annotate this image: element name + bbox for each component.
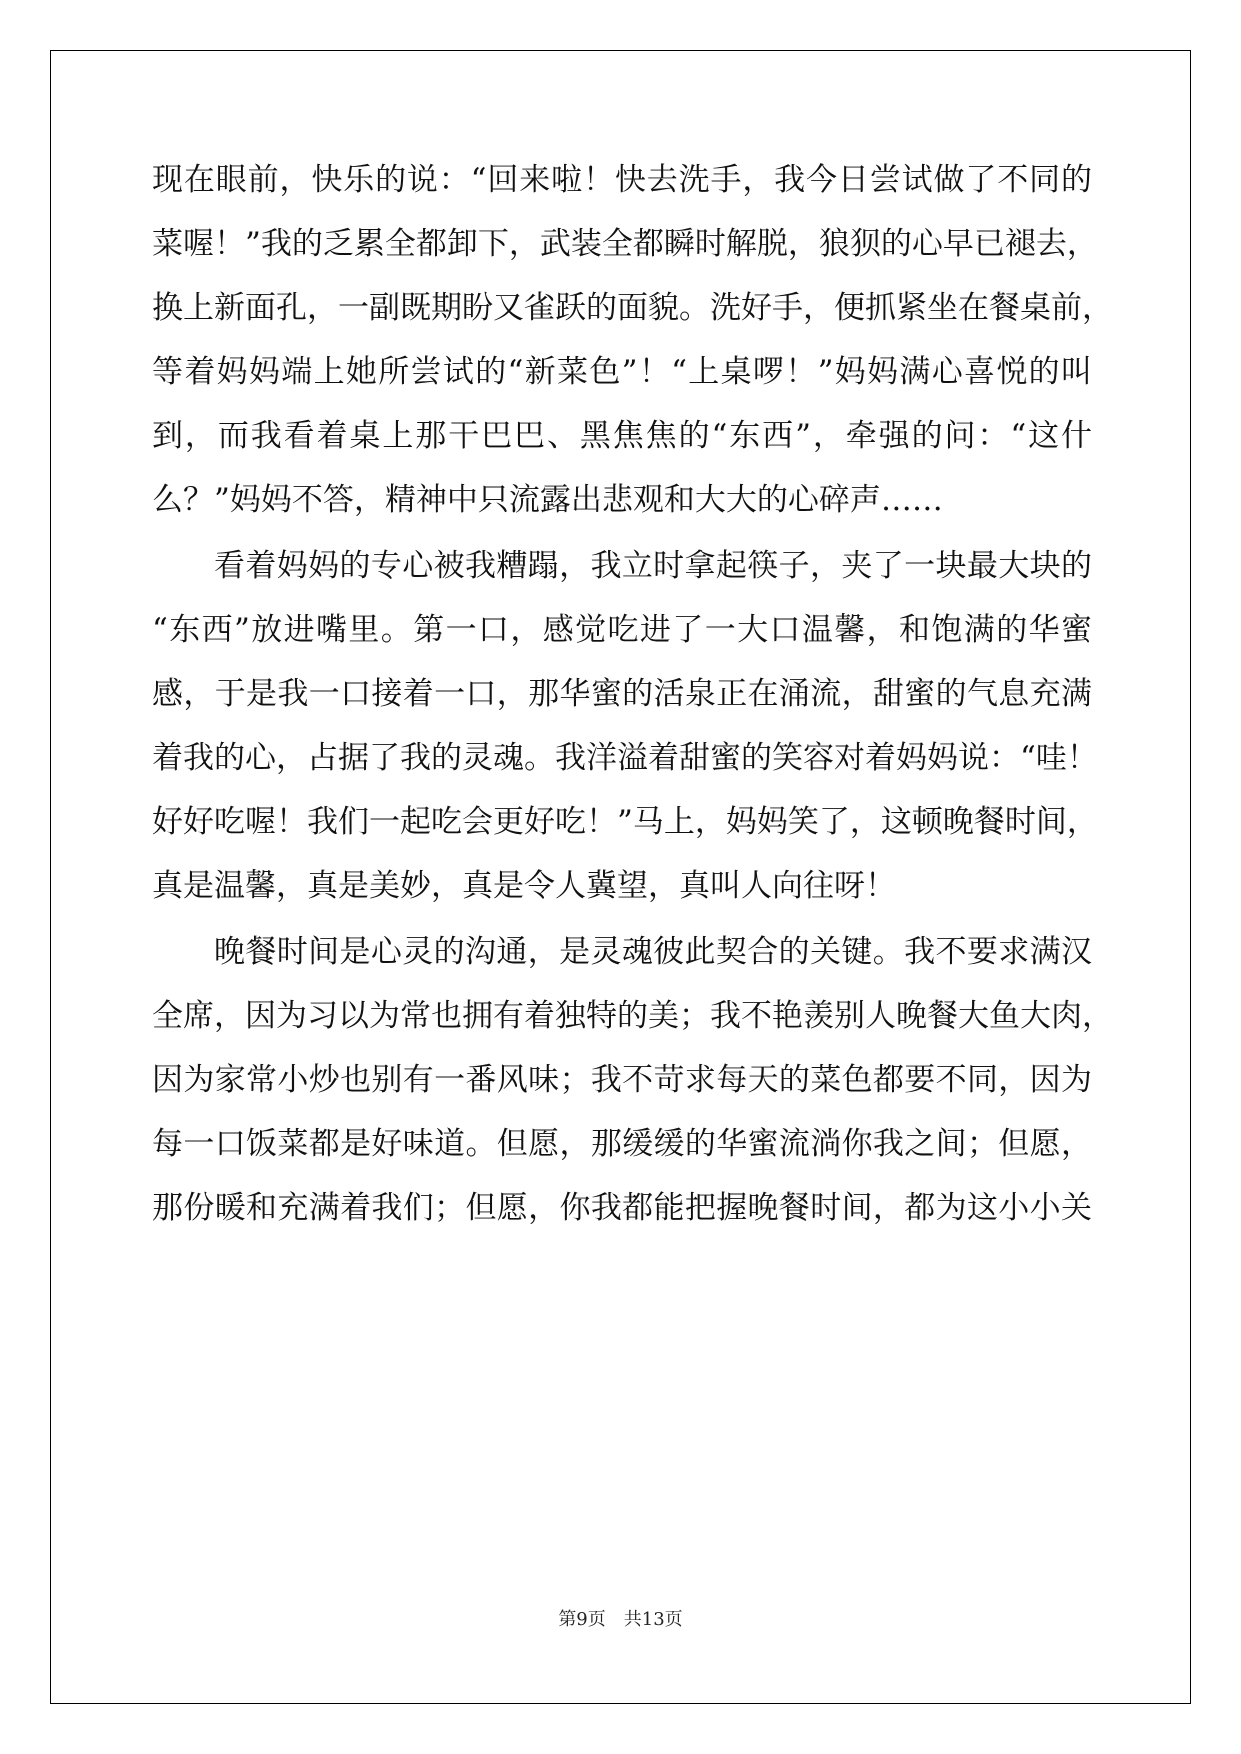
- text-line: 菜喔！”我的乏累全都卸下，武装全都瞬时解脱，狼狈的心早已褪去，: [152, 226, 1098, 262]
- text-line: 着我的心，占据了我的灵魂。我洋溢着甜蜜的笑容对着妈妈说：“哇！: [152, 740, 1098, 776]
- text-line: 等着妈妈端上她所尝试的“新菜色”！“上桌啰！”妈妈满心喜悦的叫: [152, 354, 1092, 390]
- text-line: 换上新面孔，一副既期盼又雀跃的面貌。洗好手，便抓紧坐在餐桌前，: [152, 290, 1113, 326]
- paragraph-first-line: 晚餐时间是心灵的沟通，是灵魂彼此契合的关键。我不要求满汉: [214, 934, 1092, 970]
- paragraph-first-line: 看着妈妈的专心被我糟蹋，我立时拿起筷子，夹了一块最大块的: [214, 548, 1092, 584]
- text-line: 因为家常小炒也别有一番风味；我不苛求每天的菜色都要不同，因为: [152, 1062, 1092, 1098]
- text-line: 现在眼前，快乐的说：“回来啦！快去洗手，我今日尝试做了不同的: [152, 162, 1092, 198]
- text-line: 每一口饭菜都是好味道。但愿，那缓缓的华蜜流淌你我之间；但愿，: [152, 1126, 1092, 1162]
- page-number-footer: 第9页 共13页: [558, 1609, 683, 1630]
- text-line: 感，于是我一口接着一口，那华蜜的活泉正在涌流，甜蜜的气息充满: [152, 676, 1092, 712]
- text-line: 真是温馨，真是美妙，真是令人冀望，真叫人向往呀！: [152, 868, 896, 904]
- text-line: 全席，因为习以为常也拥有着独特的美；我不艳羡别人晚餐大鱼大肉，: [152, 998, 1113, 1034]
- text-line: 到，而我看着桌上那干巴巴、黑焦焦的“东西”，牵强的问：“这什: [152, 418, 1092, 454]
- text-line: 那份暖和充满着我们；但愿，你我都能把握晚餐时间，都为这小小关: [152, 1190, 1092, 1226]
- text-line: “东西”放进嘴里。第一口，感觉吃进了一大口温馨，和饱满的华蜜: [152, 612, 1092, 648]
- text-line: 好好吃喔！我们一起吃会更好吃！”马上，妈妈笑了，这顿晚餐时间，: [152, 804, 1098, 840]
- text-line: 么？”妈妈不答，精神中只流露出悲观和大大的心碎声……: [152, 482, 943, 518]
